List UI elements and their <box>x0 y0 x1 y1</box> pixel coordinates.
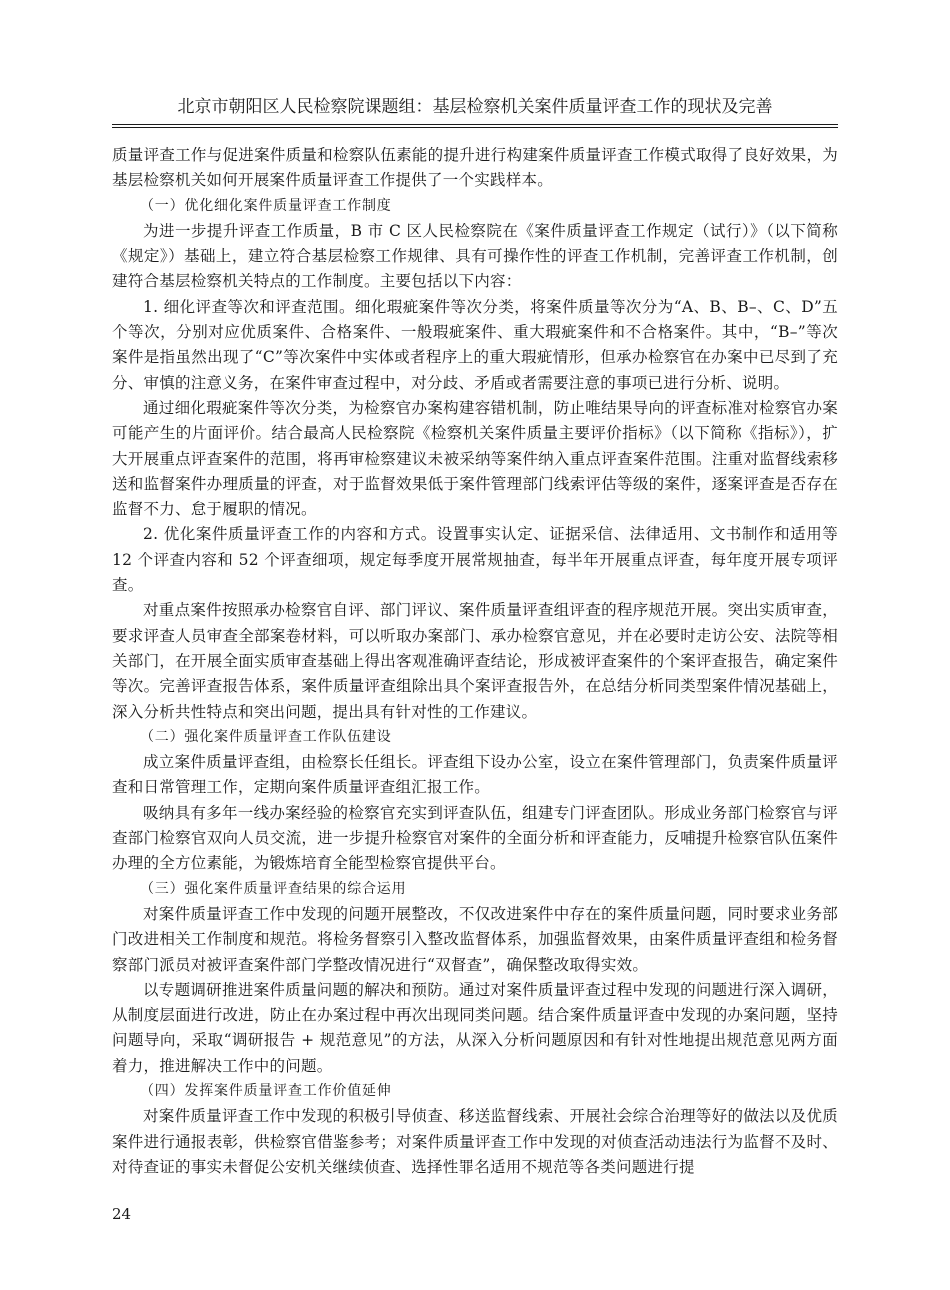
header-rule-bottom <box>112 127 838 128</box>
paragraph: 以专题调研推进案件质量问题的解决和预防。通过对案件质量评查过程中发现的问题进行深入调研，从制度层面进行改进，防止在办案过程中再次出现同类问题。结合案件质量评查中发现的办案问题，坚持问题导向，采取“调研报告 + 规范意见”的方法，从深入分析问题原因和有针对性地提出规范意见两方面着力，推进解决工作中的问题。 <box>112 980 838 1075</box>
section-heading-1: （一）优化细化案件质量评查工作制度 <box>140 197 392 214</box>
paragraph: 成立案件质量评查组，由检察长任组长。评查组下设办公室，设立在案件管理部门，负责案件质量评查和日常管理工作，定期向案件质量评查组汇报工作。 <box>112 753 838 797</box>
paragraph: 对案件质量评查工作中发现的问题开展整改，不仅改进案件中存在的案件质量问题，同时要求业务部门改进相关工作制度和规范。将检务督察引入整改监督体系，加强监督效果，由案件质量评查组和检务督察部门派员对被评查案件部门学整改情况进行“双督查”，确保整改取得实效。 <box>112 904 838 974</box>
running-header-title: 北京市朝阳区人民检察院课题组：基层检察机关案件质量评查工作的现状及完善 <box>177 97 773 117</box>
paragraph: 1. 细化评查等次和评查范围。细化瑕疵案件等次分类，将案件质量等次分为“A、B、B–、C、D”五个等次，分别对应优质案件、合格案件、一般瑕疵案件、重大瑕疵案件和不合格案件。其中，“B–”等次案件是指虽然出现了“C”等次案件中实体或者程序上的重大瑕疵情形，但承办检察官在办案中已尽到了充分、审慎的注意义务，在案件审查过程中，对分歧、矛盾或者需要注意的事项已进行分析、说明。 <box>112 297 838 392</box>
paragraph: 2. 优化案件质量评查工作的内容和方式。设置事实认定、证据采信、法律适用、文书制作和适用等 12 个评查内容和 52 个评查细项，规定每季度开展常规抽查，每半年开展重点评查，每年度开展专项评查。 <box>112 525 838 595</box>
paragraph: 对重点案件按照承办检察官自评、部门评议、案件质量评查组评查的程序规范开展。突出实质审查，要求评查人员审查全部案卷材料，可以听取办案部门、承办检察官意见，并在必要时走访公安、法院等相关部门，在开展全面实质审查基础上得出客观准确评查结论，形成被评查案件的个案评查报告，确定案件等次。完善评查报告体系，案件质量评查组除出具个案评查报告外，在总结分析同类型案件情况基础上，深入分析共性特点和突出问题，提出具有针对性的工作建议。 <box>112 601 838 721</box>
section-heading-2: （二）强化案件质量评查工作队伍建设 <box>140 728 392 745</box>
header-rule-top <box>112 124 838 125</box>
paragraph: 吸纳具有多年一线办案经验的检察官充实到评查队伍，组建专门评查团队。形成业务部门检察官与评查部门检察官双向人员交流，进一步提升检察官对案件的全面分析和评查能力，反哺提升检察官队伍案件办理的全方位素能，为锻炼培育全能型检察官提供平台。 <box>112 803 838 873</box>
page-number: 24 <box>112 1205 132 1223</box>
paragraph: 对案件质量评查工作中发现的积极引导侦查、移送监督线索、开展社会综合治理等好的做法以及优质案件进行通报表彰，供检察官借鉴参考；对案件质量评查工作中发现的对侦查活动违法行为监督不及时、对待查证的事实未督促公安机关继续侦查、选择性罪名适用不规范等各类问题进行提 <box>112 1107 838 1176</box>
paragraph: 通过细化瑕疵案件等次分类，为检察官办案构建容错机制，防止唯结果导向的评查标准对检察官办案可能产生的片面评价。结合最高人民检察院《检察机关案件质量主要评价指标》（以下简称《指标》），扩大开展重点评查案件的范围，将再审检察建议未被采纳等案件纳入重点评查案件范围。注重对监督线索移送和监督案件办理质量的评查，对于监督效果低于案件管理部门线索评估等级的案件，逐案评查是否存在监督不力、怠于履职的情况。 <box>112 398 838 519</box>
section-heading-3: （三）强化案件质量评查结果的综合运用 <box>140 880 407 897</box>
section-heading-4: （四）发挥案件质量评查工作价值延伸 <box>140 1082 392 1099</box>
paragraph-continuation: 质量评查工作与促进案件质量和检察队伍素能的提升进行构建案件质量评查工作模式取得了良好效果，为基层检察机关如何开展案件质量评查工作提供了一个实践样本。 <box>112 146 838 190</box>
body-text <box>112 143 838 1180</box>
paragraph: 为进一步提升评查工作质量，B 市 C 区人民检察院在《案件质量评查工作规定（试行）》（以下简称《规定》）基础上，建立符合基层检察工作规律、具有可操作性的评查工作机制，完善评查工作机制，创建符合基层检察机关特点的工作制度。主要包括以下内容： <box>112 221 838 291</box>
